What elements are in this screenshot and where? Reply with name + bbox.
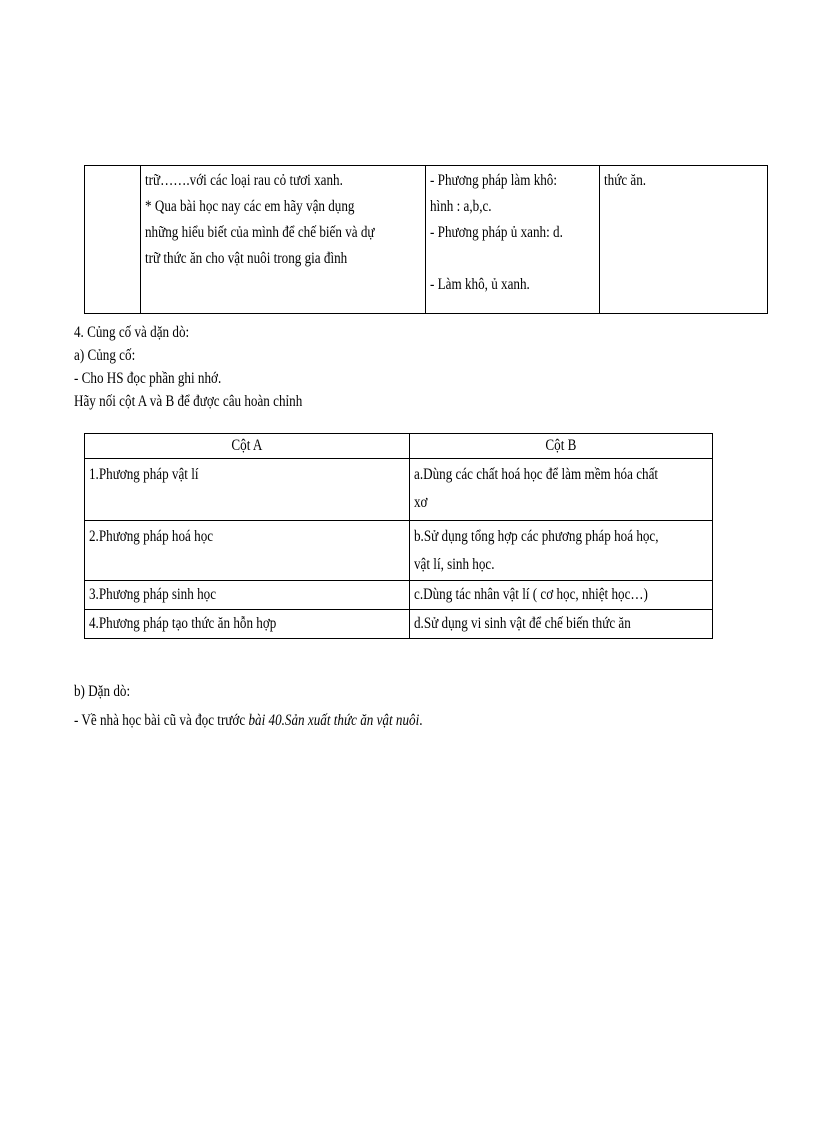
text-line: hình : a,b,c.: [429, 198, 492, 215]
text-line: * Qua bài học nay các em hãy vận dụng: [145, 198, 355, 215]
lesson-reference: bài 40.Sản xuất thức ăn vật nuôi: [248, 712, 420, 729]
column-a-item: 4.Phương pháp tạo thức ăn hỗn hợp: [89, 615, 277, 632]
text-line: những hiểu biết của mình để chế biến và dự: [145, 224, 375, 241]
section-heading-a: a) Củng cố:: [74, 347, 136, 364]
column-a-item: 1.Phương pháp vật lí: [89, 466, 199, 483]
table-row: [85, 610, 713, 639]
table-row: [85, 581, 713, 610]
table-row: [85, 521, 713, 581]
matching-table: [84, 433, 713, 639]
text-line: - Phương pháp làm khô:: [429, 172, 557, 189]
content-cell: [599, 166, 767, 314]
table-row: [85, 459, 713, 521]
column-b-item-cont: xơ: [414, 494, 428, 511]
bullet-read-note: - Cho HS đọc phần ghi nhớ.: [74, 370, 222, 387]
student-activity-cell: [425, 166, 599, 314]
homework-suffix: .: [419, 712, 423, 729]
section-heading-b: b) Dặn dò:: [74, 683, 131, 700]
text-line: - Làm khô, ủ xanh.: [429, 276, 530, 293]
column-b-item: a.Dùng các chất hoá học để làm mềm hóa chất: [414, 466, 659, 483]
column-a-header: Cột A: [85, 434, 410, 459]
column-a-item: 2.Phương pháp hoá học: [89, 528, 214, 545]
empty-cell: [85, 166, 141, 314]
continuation-table: [84, 165, 768, 314]
homework-prefix: - Về nhà học bài cũ và đọc trước: [74, 712, 249, 729]
column-a-item: 3.Phương pháp sinh học: [89, 586, 217, 603]
teacher-activity-cell: [141, 166, 426, 314]
matching-instruction: Hãy nối cột A và B để được câu hoàn chỉnh: [74, 393, 303, 410]
column-b-header: Cột B: [410, 434, 713, 459]
section-heading-4: 4. Củng cố và dặn dò:: [74, 324, 190, 341]
text-line: trữ thức ăn cho vật nuôi trong gia đình: [145, 250, 348, 267]
column-b-item: b.Sử dụng tổng hợp các phương pháp hoá học,: [414, 528, 659, 545]
text-line: - Phương pháp ủ xanh: d.: [429, 224, 563, 241]
column-b-item-cont: vật lí, sinh học.: [414, 556, 495, 573]
homework-note: [74, 710, 499, 732]
text-line: thức ăn.: [603, 172, 647, 189]
text-line: trữ…….với các loại rau cỏ tươi xanh.: [145, 172, 343, 189]
column-b-item: d.Sử dụng vi sinh vật để chế biến thức ăn: [414, 615, 631, 632]
column-b-item: c.Dùng tác nhân vật lí ( cơ học, nhiệt học…): [414, 586, 648, 603]
